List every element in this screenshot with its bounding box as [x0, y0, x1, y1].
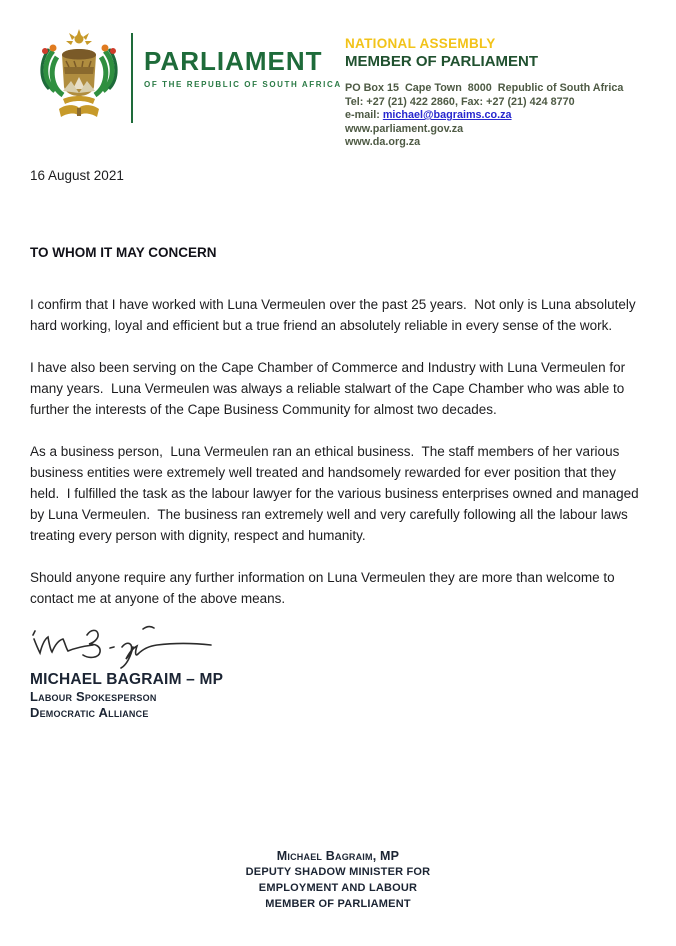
email-label: e-mail: [345, 109, 383, 121]
member-block [345, 36, 665, 150]
letter-date: 16 August 2021 [30, 168, 124, 183]
footer-line-3: EMPLOYMENT AND LABOUR [258, 882, 418, 894]
footer-line-2: DEPUTY SHADOW MINISTER FOR [245, 866, 431, 878]
email-line [345, 109, 665, 123]
paragraph-2: I have also been serving on the Cape Chamber of Commerce and Industry with Luna Vermeulen for many years. Luna Vermeulen was always a reliable stalwart of the Cape Chamber who was able to further the interests of the Cape Business Community for almost two decades. [30, 360, 629, 417]
signature-image [25, 621, 235, 671]
website-parliament: www.parliament.gov.za [345, 122, 464, 135]
paragraph-3: As a business person, Luna Vermeulen ran an ethical business. The staff members of her various business entities were extremely well treated and handsomely rewarded for ever position that they held. I fulfilled the task as the labour lawyer for the various business enterprises owned and managed by Luna Vermeulen. The business ran extremely well and very carefully following all the labour laws treating every person with dignity, respect and humanity. [30, 444, 643, 543]
letter-body [30, 168, 643, 721]
email-link[interactable]: michael@bagraims.co.za [382, 109, 512, 121]
letterhead-divider [131, 33, 133, 123]
footer-line-4: MEMBER OF PARLIAMENT [265, 898, 411, 910]
assembly-title: NATIONAL ASSEMBLY [345, 36, 496, 51]
org-name: PARLIAMENT [144, 46, 323, 76]
address-line: PO Box 15 Cape Town 8000 Republic of South Africa [345, 82, 624, 94]
signature-area [30, 621, 640, 721]
website-da: www.da.org.za [345, 136, 421, 148]
tel-fax-line: Tel: +27 (21) 422 2860, Fax: +27 (21) 424 8770 [345, 95, 575, 108]
salutation: TO WHOM IT MAY CONCERN [30, 245, 217, 260]
org-block [144, 46, 344, 89]
paragraph-4: Should anyone require any further information on Luna Vermeulen they are more than welcome to contact me at anyone of the above means. [30, 570, 619, 606]
parliament-coat-of-arms-icon [33, 29, 125, 126]
signer-title-1: Labour Spokesperson [30, 689, 157, 704]
contact-block [345, 82, 665, 150]
letterhead [0, 0, 676, 150]
paragraph-1: I confirm that I have worked with Luna Vermeulen over the past 25 years. Not only is Luna absolutely hard working, loyal and efficient but a true friend an absolutely reliable in every sense of the work. [30, 297, 640, 333]
footer-block [0, 848, 676, 912]
signer-name: MICHAEL BAGRAIM – MP [30, 671, 224, 688]
org-subtitle: OF THE REPUBLIC OF SOUTH AFRICA [144, 80, 342, 89]
signer-title-2: Democratic Alliance [30, 705, 149, 720]
footer-name: Michael Bagraim, MP [276, 849, 400, 863]
member-title: MEMBER OF PARLIAMENT [345, 53, 539, 70]
